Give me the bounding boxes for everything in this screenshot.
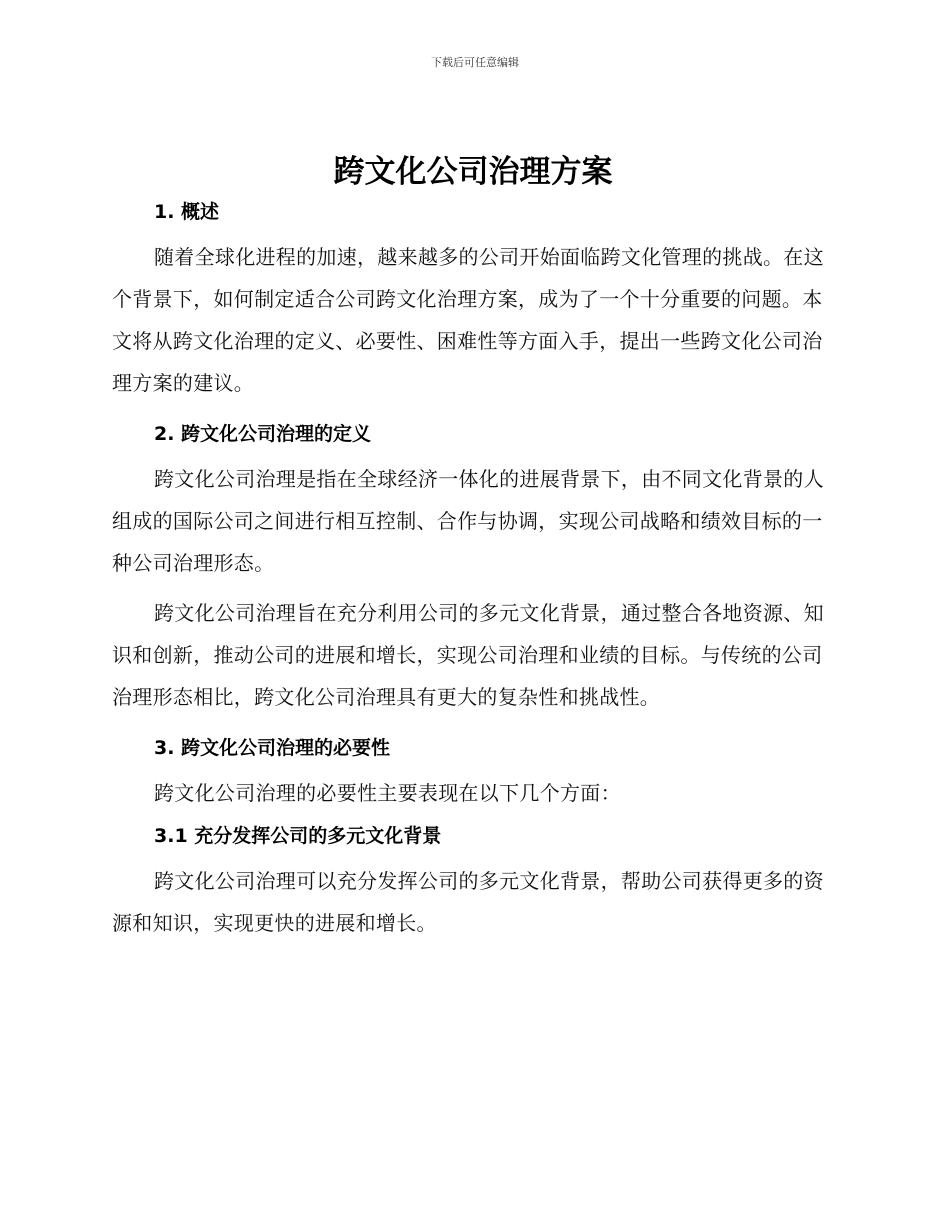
section-heading-definition: 2. 跨文化公司治理的定义: [154, 423, 372, 445]
paragraph-definition-2: 跨文化公司治理旨在充分利用公司的多元文化背景，通过整合各地资源、知识和创新，推动公司的进展和增长，实现公司治理和业绩的目标。与传统的公司治理形态相比，跨文化公司治理具有更大的复杂性和挑战性。: [112, 601, 824, 709]
paragraph-overview: 随着全球化进程的加速，越来越多的公司开始面临跨文化管理的挑战。在这个背景下，如何制定适合公司跨文化治理方案，成为了一个十分重要的问题。本文将从跨文化治理的定义、必要性、困难性等方面入手，提出一些跨文化公司治理方案的建议。: [112, 245, 824, 395]
section-heading-necessity: 3. 跨文化公司治理的必要性: [154, 737, 391, 759]
paragraph-definition-1: 跨文化公司治理是指在全球经济一体化的进展背景下，由不同文化背景的人组成的国际公司之间进行相互控制、合作与协调，实现公司战略和绩效目标的一种公司治理形态。: [112, 467, 824, 575]
header-note: 下载后可任意编辑: [431, 56, 519, 69]
document-title: 跨文化公司治理方案: [333, 154, 613, 190]
section-heading-multicultural: 3.1 充分发挥公司的多元文化背景: [154, 825, 442, 847]
document-body: [112, 148, 834, 944]
section-heading-overview: 1. 概述: [154, 201, 220, 223]
paragraph-multicultural: 跨文化公司治理可以充分发挥公司的多元文化背景，帮助公司获得更多的资源和知识，实现更快的进展和增长。: [112, 869, 824, 935]
paragraph-necessity: 跨文化公司治理的必要性主要表现在以下几个方面：: [154, 781, 621, 805]
